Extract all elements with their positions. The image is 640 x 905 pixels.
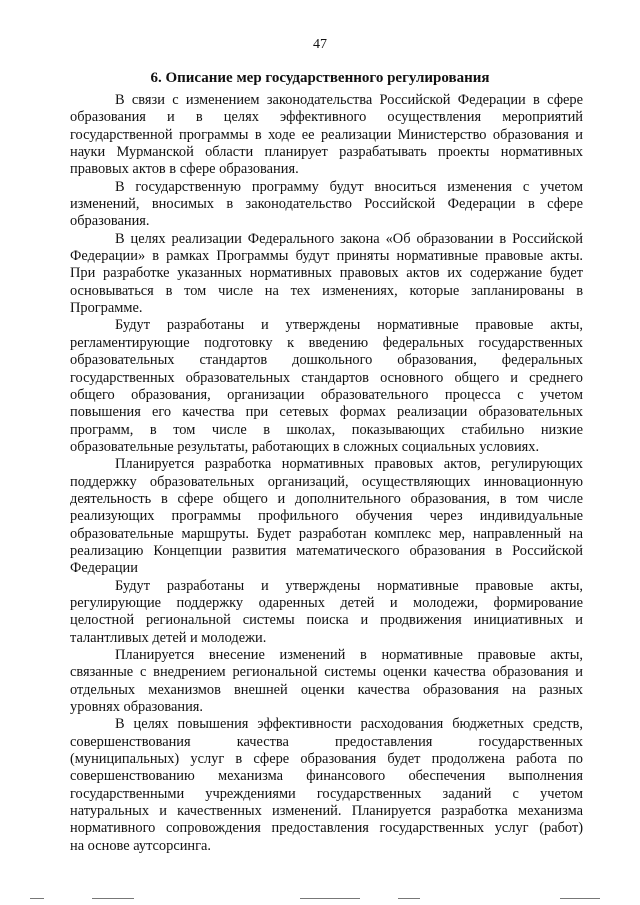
paragraph: [70, 92, 583, 179]
paragraph-line: государственных образовательных стандартов основного общего и среднего: [70, 369, 583, 386]
paragraph-line: совершенствования качества предоставления государственных: [70, 733, 583, 750]
paragraph-line: образования.: [70, 213, 150, 230]
paragraph-line: В связи с изменением законодательства Российской Федерации в сфере: [115, 92, 583, 108]
paragraph-line: регламентирующие подготовку к введению федеральных государственных: [70, 334, 583, 351]
paragraph-line: государственными учреждениями государственных заданий с учетом: [70, 785, 583, 802]
paragraph: [70, 647, 583, 716]
paragraph-line: Будут разработаны и утверждены нормативные правовые акты,: [115, 317, 583, 334]
paragraph-line: целостной региональной системы поиска и продвижения инициативных и: [70, 612, 583, 629]
paragraph-line: В государственную программу будут вноситься изменения с учетом: [115, 178, 583, 195]
paragraph-line: государственной программы в ходе ее реализации Министерство образования и: [70, 126, 583, 143]
paragraph: [70, 179, 583, 231]
paragraph-line: образования и в целях эффективного осуществления мероприятий: [70, 109, 583, 126]
paragraph-line: Планируется внесение изменений в нормативные правовые акты,: [115, 647, 583, 663]
paragraph-line: натуральных и качественных изменений. Планируется разработка механизма: [70, 803, 583, 820]
paragraph-line: образовательные маршруты. Будет разработан комплекс мер, направленный на: [70, 525, 583, 542]
document-body: [70, 92, 583, 855]
paragraph-line: деятельность в сфере общего и дополнительного образования, в том числе: [70, 490, 583, 507]
paragraph-line: общего образования, организации образовательного процесса с учетом: [70, 386, 583, 403]
paragraph-line: Федерации» в рамках Программы будут приняты нормативные правовые акты.: [70, 248, 583, 265]
paragraph-line: уровнях образования.: [70, 699, 204, 716]
paragraph-line: изменений, вносимых в законодательство Российской Федерации в сфере: [70, 196, 583, 213]
paragraph: [70, 317, 583, 456]
paragraph-line: науки Мурманской области планирует разрабатывать проекты нормативных: [70, 144, 583, 161]
scan-edge-marks: [0, 898, 640, 902]
paragraph-line: основываться в том числе на тех изменениях, которые запланированы в: [70, 282, 583, 299]
paragraph-line: правовых актов в сфере образования.: [70, 161, 299, 178]
page-number: 47: [313, 37, 327, 52]
paragraph-line: отдельных механизмов внешней оценки качества образования на разных: [70, 681, 583, 698]
paragraph-line: образовательные результаты, работающих в сложных социальных условиях.: [70, 438, 540, 455]
paragraph-line: совершенствованию механизма финансового обеспечения выполнения: [70, 768, 583, 785]
paragraph-line: Программе.: [70, 300, 143, 317]
paragraph-line: связанные с внедрением региональной системы оценки качества образования и: [70, 664, 583, 681]
paragraph-line: Федерации: [70, 560, 138, 577]
section-heading: 6. Описание мер государственного регулирования: [150, 70, 490, 86]
paragraph: [70, 456, 583, 577]
paragraph-line: на основе аутсорсинга.: [70, 837, 211, 854]
paragraph-line: реализацию Концепции развития математического образования в Российской: [70, 542, 583, 559]
paragraph-line: образовательных стандартов дошкольного образования, федеральных: [70, 352, 583, 369]
paragraph-line: Будут разработаны и утверждены нормативные правовые акты,: [115, 577, 583, 594]
paragraph: [70, 716, 583, 855]
paragraph-line: реализующих программы профильного обучения через индивидуальные: [70, 508, 583, 525]
paragraph-line: В целях повышения эффективности расходования бюджетных средств,: [115, 716, 583, 733]
paragraph-line: программ, в том числе в школах, показывающих стабильно низкие: [70, 421, 583, 438]
paragraph-line: Планируется разработка нормативных правовых актов, регулирующих: [115, 456, 583, 473]
paragraph-line: талантливых детей и молодежи.: [70, 629, 267, 646]
paragraph: [70, 578, 583, 647]
paragraph-line: повышения его качества при сетевых формах реализации образовательных: [70, 404, 583, 421]
paragraph: [70, 231, 583, 318]
paragraph-line: В целях реализации Федерального закона «Об образовании в Российской: [115, 230, 583, 247]
paragraph-line: (муниципальных) услуг в сфере образования будет продолжена работа по: [70, 751, 583, 768]
paragraph-line: При разработке указанных нормативных правовых актов их содержание будет: [70, 265, 583, 282]
paragraph-line: поддержку образовательных организаций, осуществляющих инновационную: [70, 473, 583, 490]
paragraph-line: нормативного сопровождения предоставления государственных услуг (работ): [70, 820, 583, 837]
paragraph-line: регулирующие поддержку одаренных детей и молодежи, формирование: [70, 594, 583, 611]
